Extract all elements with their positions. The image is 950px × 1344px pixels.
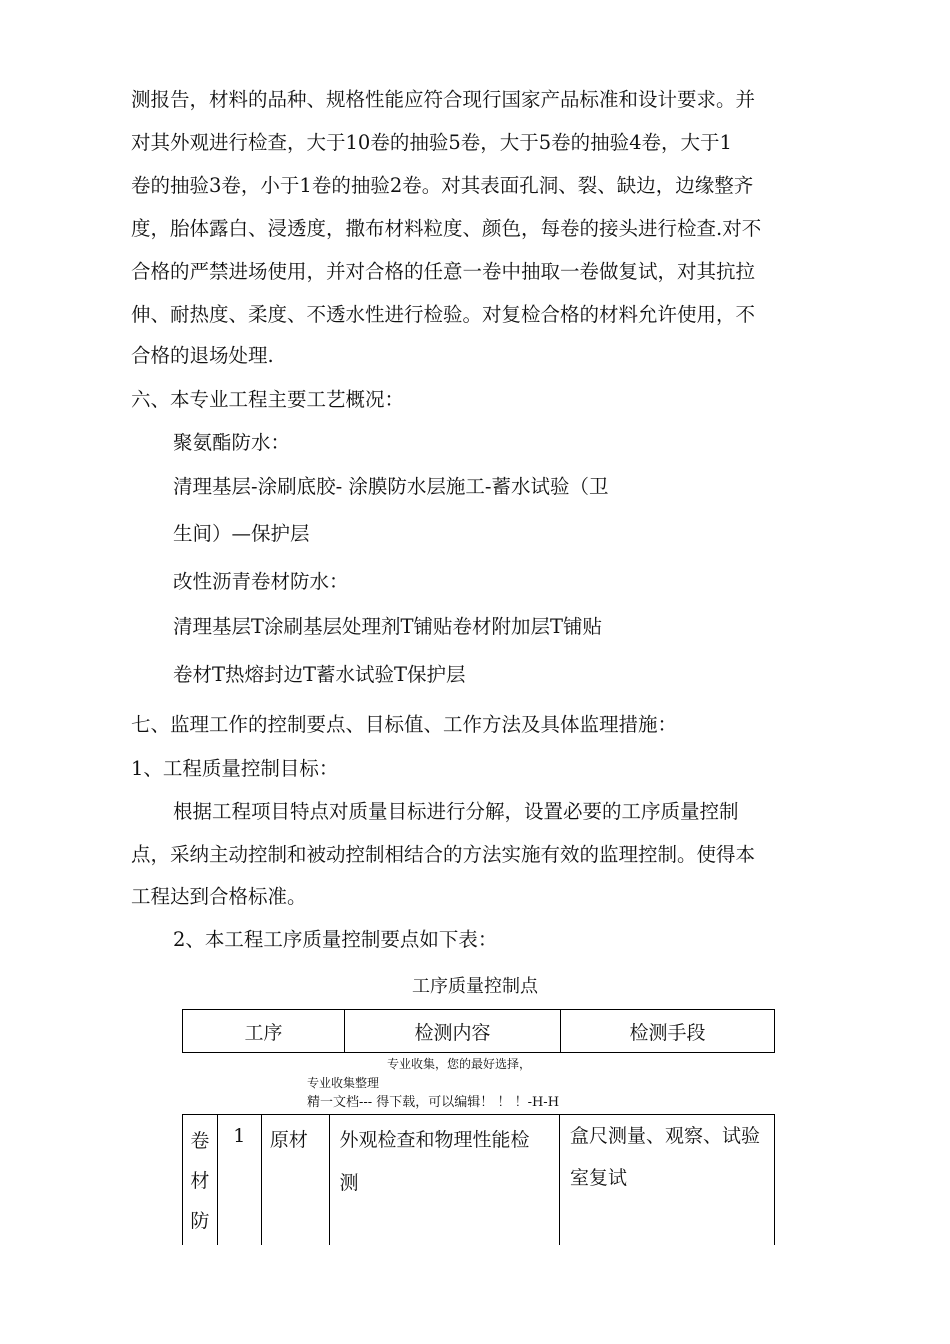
- category-char: 卷: [190, 1130, 210, 1152]
- table-row: [183, 1115, 775, 1246]
- asphalt-process-line: 卷材T热熔封边T蓄水试验T保护层: [173, 663, 466, 686]
- body-line: 合格的退场处理.: [131, 344, 274, 367]
- table-body: [182, 1114, 775, 1245]
- category-cell: [183, 1115, 218, 1246]
- row-number: 1: [217, 1115, 261, 1246]
- header-cell-method: 检测手段: [561, 1010, 775, 1053]
- pu-process-line: 生间）—保护层: [173, 522, 310, 545]
- category-char: 防: [190, 1210, 210, 1232]
- subsection-2-heading: 2、本工程工序质量控制要点如下表：: [173, 928, 498, 951]
- category-char: 材: [190, 1170, 210, 1192]
- method-cell: [560, 1115, 775, 1246]
- header-cell-process: 工序: [183, 1010, 345, 1053]
- paragraph-line: 工程达到合格标准。: [131, 885, 307, 908]
- body-line: 合格的严禁进场使用，并对合格的任意一卷中抽取一卷做复试，对其抗拉: [131, 260, 756, 283]
- table-header: [182, 1009, 775, 1053]
- header-cell-content: 检测内容: [345, 1010, 561, 1053]
- method-text: 盒尺测量、观察、试验室复试: [570, 1125, 761, 1189]
- pu-title: 聚氨酯防水：: [173, 431, 291, 454]
- body-line: 度，胎体露白、浸透度，撒布材料粒度、颜色，每卷的接头进行检查.对不: [131, 217, 762, 240]
- body-line: 测报告，材料的品种、规格性能应符合现行国家产品标准和设计要求。并: [131, 88, 756, 111]
- body-line: 对其外观进行检查，大于10卷的抽验5卷，大于5卷的抽验4卷，大于1: [131, 131, 732, 154]
- body-line: 卷的抽验3卷，小于1卷的抽验2卷。对其表面孔洞、裂、缺边，边缘整齐: [131, 174, 754, 197]
- body-line: 伸、耐热度、柔度、不透水性进行检验。对复检合格的材料允许使用，不: [131, 303, 756, 326]
- table-caption: 工序质量控制点: [412, 976, 538, 997]
- paragraph-line: 根据工程项目特点对质量目标进行分解，设置必要的工序质量控制: [173, 800, 739, 823]
- item-cell: 原材: [261, 1115, 329, 1246]
- pu-process-line: 清理基层-涂刷底胶- 涂膜防水层施工-蓄水试验（卫: [173, 475, 609, 498]
- footer-line: 精一文档--- 得下载，可以编辑！ ！ ！-H-H: [307, 1095, 560, 1110]
- asphalt-title: 改性沥青卷材防水：: [173, 570, 349, 593]
- footer-line: 专业收集整理: [307, 1076, 380, 1090]
- section-6-heading: 六、本专业工程主要工艺概况：: [131, 388, 405, 411]
- footer-line: 专业收集，您的最好选择，: [387, 1057, 532, 1071]
- content-cell: [329, 1115, 559, 1246]
- asphalt-process-line: 清理基层T涂刷基层处理剂T铺贴卷材附加层T铺贴: [173, 615, 603, 638]
- content-text: 外观检查和物理性能检测: [339, 1129, 530, 1194]
- paragraph-line: 点，采纳主动控制和被动控制相结合的方法实施有效的监理控制。使得本: [131, 843, 756, 866]
- subsection-1-heading: 1、工程质量控制目标：: [131, 757, 339, 780]
- section-7-heading: 七、监理工作的控制要点、目标值、工作方法及具体监理措施：: [131, 713, 678, 736]
